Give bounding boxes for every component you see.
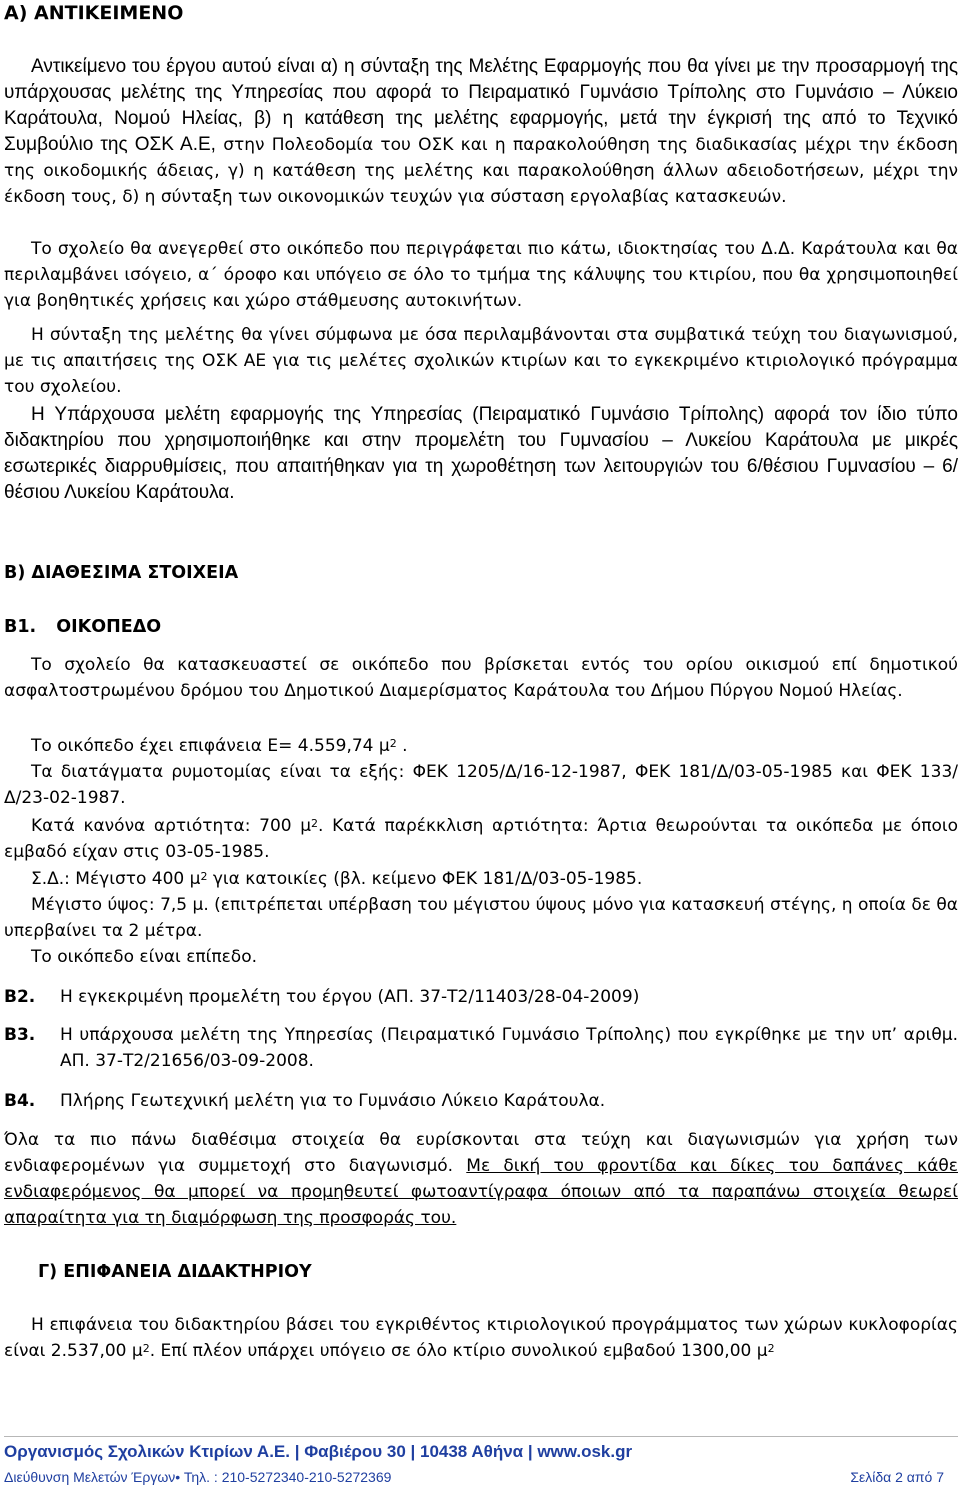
footer-organization: Οργανισμός Σχολικών Κτιρίων Α.Ε. | Φαβιέρου 30 | 10438 Αθήνα | www.osk.gr: [4, 1442, 633, 1461]
b1-heading: Β1. ΟΙΚΟΠΕΔΟ: [4, 617, 162, 637]
buildability-rule: Κατά κανόνα αρτιότητα: 700 $\mu^2$. Κατά παρέκκλιση αρτιότητα: Άρτια θεωρούνται τα οικόπεδα με όποιο εμβαδό είχαν στις 03-05-1985.: [4, 816, 958, 862]
section-a-paragraph-2: Το σχολείο θα ανεγερθεί στο οικόπεδο που περιγράφεται πιο κάτω, ιδιοκτησίας του Δ.Δ. Καράτουλα και θα περιλαμβάνει ισόγειο, α΄ όροφο και υπόγειο σε όλο το τμήμα της κάλυψης του κτιρίου, που θα χρησιμοποιηθεί για βοηθητικές χρήσεις και χώρο στάθμευσης αυτοκινήτων.: [4, 239, 958, 311]
section-c-heading: Γ) ΕΠΙΦΑΝΕΙΑ ΔΙΔΑΚΤΗΡΙΟΥ: [38, 1262, 312, 1282]
plot-flat: Το οικόπεδο είναι επίπεδο.: [31, 947, 257, 967]
section-a-paragraph-3: Η σύνταξη της μελέτης θα γίνει σύμφωνα με όσα περιλαμβάνονται στα συμβατικά τεύχη του διαγωνισμού, με τις απαιτήσεις της ΟΣΚ ΑΕ για τις μελέτες σχολικών κτιρίων και το εγκεκριμένο κτιριολογικό πρόγραμμα του σχολείου.: [4, 325, 958, 397]
section-b-heading: Β) ΔΙΑΘΕΣΙΜΑ ΣΤΟΙΧΕΙΑ: [4, 563, 239, 583]
availability-paragraph: Όλα τα πιο πάνω διαθέσιμα στοιχεία θα ευρίσκονται στα τεύχη και διαγωνισμών για χρήση των ενδιαφερομένων για συμμετοχή στο διαγωνισμό. Με δική του φροντίδα και δίκες του δαπάνες κάθε ενδιαφερόμενος θα μπορεί να προμηθευτεί φωτοαντίγραφα όποιων από τα παραπάνω στοιχεία θεωρεί απαραίτητα για τη διαμόρφωση της προσφοράς του.: [4, 1130, 958, 1228]
section-a-heading: Α) ΑΝΤΙΚΕΙΜΕΝΟ: [4, 2, 184, 24]
plot-area: Το οικόπεδο έχει επιφάνεια Ε= 4.559,74 $\mu^2$ .: [31, 736, 408, 756]
plot-paragraph: Το σχολείο θα κατασκευαστεί σε οικόπεδο που βρίσκεται εντός του ορίου οικισμού επί δημοτικού ασφαλτοστρωμένου δρόμου του Δημοτικού Διαμερίσματος Καράτουλα του Δήμου Πύργου Νομού Ηλείας.: [4, 655, 958, 701]
max-height: Μέγιστο ύψος: 7,5 μ. (επιτρέπεται υπέρβαση του μέγιστου ύψους μόνο για κατασκευή στέγης, η οποία δε θα υπερβαίνει τα 2 μέτρα.: [4, 895, 958, 941]
availability-underlined-note: Με δική του φροντίδα και δίκες του δαπάνες κάθε ενδιαφερόμενος θα μπορεί να προμηθευτεί φωτοαντίγραφα όποιων από τα παραπάνω στοιχεία θεωρεί απαραίτητα για τη διαμόρφωση της προσφοράς του.: [4, 1156, 958, 1228]
section-a-paragraph-1: Αντικείμενο του έργου αυτού είναι α) η σύνταξη της Μελέτης Εφαρμογής που θα γίνει με την προσαρμογή της υπάρχουσας μελέτης της Υπηρεσίας που αφορά το Πειραματικό Γυμνάσιο Τρίπολης στο Γυμνάσιο – Λύκειο Καράτουλα, Νομού Ηλείας, β) η κατάθεση της μελέτης εφαρμογής, μετά την έγκρισή της από το Τεχνικό Συμβούλιο της ΟΣΚ Α.Ε, στην Πολεοδομία του ΟΣΚ και η παρακολούθηση της διαδικασίας μέχρι την έκδοση της οικοδομικής άδειας, γ) η κατάθεση της μελέτης και παρακολούθηση άλλων αδειοδοτήσεων, μέχρι την έκδοση τους, δ) η σύνταξη των οικονομικών τευχών για σύσταση εργολαβίας κατασκευών.: [4, 56, 959, 207]
zoning-decrees: Τα διατάγματα ρυμοτομίας είναι τα εξής: ΦΕΚ 1205/Δ/16-12-1987, ΦΕΚ 181/Δ/03-05-1985 και ΦΕΚ 133/Δ/23-02-1987.: [4, 762, 958, 808]
footer-department: Διεύθυνση Μελετών Έργων• Τηλ. : 210-5272340-210-5272369: [4, 1469, 392, 1485]
footer-page-number: Σελίδα 2 από 7: [850, 1469, 944, 1485]
section-a-paragraph-4: Η Υπάρχουσα μελέτη εφαρμογής της Υπηρεσίας (Πειραματικό Γυμνάσιο Τρίπολης) αφορά τον ίδιο τύπο διδακτηρίου που χρησιμοποιήθηκε και στην προμελέτη του Γυμνασίου – Λυκείου Καράτουλα με μικρές εσωτερικές διαρρυθμίσεις, που απαιτήθηκαν για τη χωροθέτηση των λειτουργιών του 6/θέσιου Γυμνασίου – 6/θέσιου Λυκείου Καράτουλα.: [4, 404, 958, 503]
footer-divider: [4, 1436, 958, 1437]
section-c-paragraph: Η επιφάνεια του διδακτηρίου βάσει του εγκριθέντος κτιριολογικού προγράμματος των χώρων κυκλοφορίας είναι 2.537,00 $\mu^2$. Επί πλέον υπάρχει υπόγειο σε όλο κτίριο συνολικού εμβαδού 1300,00 $\mu^2$: [4, 1315, 958, 1361]
building-coefficient: Σ.Δ.: Μέγιστο 400 $\mu^2$ για κατοικίες (βλ. κείμενο ΦΕΚ 181/Δ/03-05-1985.: [31, 869, 643, 889]
